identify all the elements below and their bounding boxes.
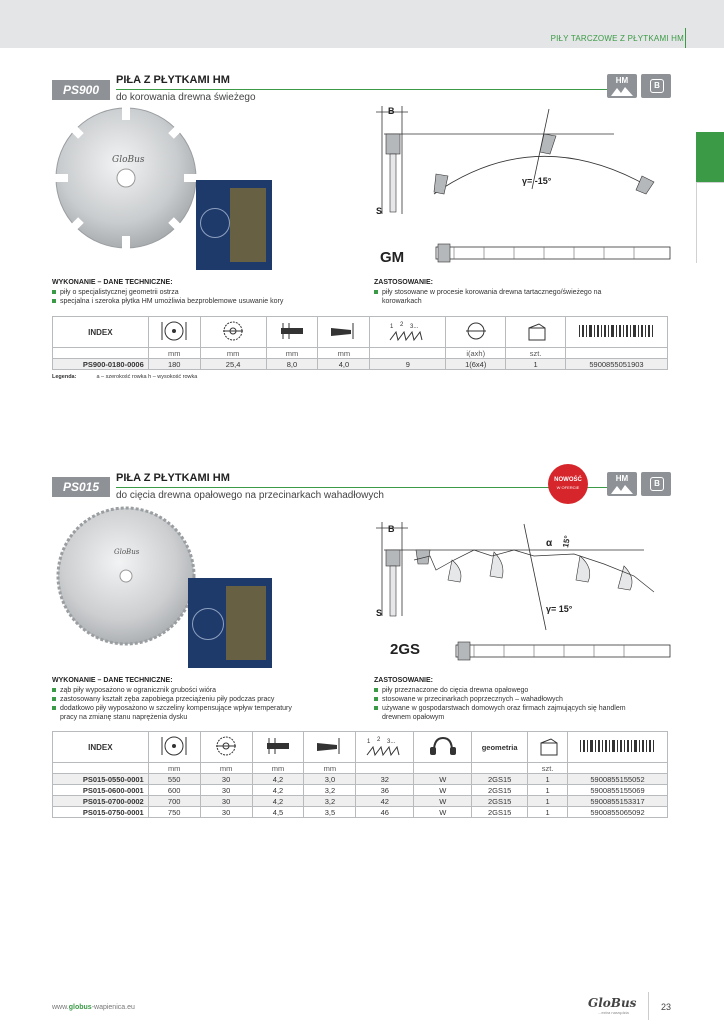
tech-item: zastosowany kształt zęba zapobiega przeciążeniu piły podczas pracy — [52, 695, 352, 704]
tech-heading: WYKONANIE – DANE TECHNICZNE: — [52, 677, 173, 684]
svg-text:1: 1 — [366, 739, 371, 745]
svg-text:γ= 15°: γ= 15° — [546, 604, 573, 614]
package-qty-icon — [506, 317, 566, 348]
svg-text:1: 1 — [389, 324, 394, 330]
kerf-width-icon — [266, 317, 318, 348]
svg-text:B: B — [388, 524, 395, 534]
table-row: PS900-0180-0006 180 25,4 8,0 4,0 9 1(6x4) 1 5900855051903 — [53, 359, 668, 370]
bore-icon — [200, 317, 266, 348]
table-row: PS015-0750-0001 750 30 4,5 3,5 46 W 2GS15 1 5900855065092 — [53, 807, 668, 818]
index-header: INDEX — [53, 317, 149, 348]
body-thickness-icon — [304, 732, 356, 763]
svg-text:γ= -15°: γ= -15° — [522, 176, 552, 186]
diameter-icon — [148, 317, 200, 348]
barcode-icon — [568, 732, 668, 763]
svg-text:GM: GM — [380, 249, 405, 266]
side-tab[interactable] — [696, 182, 724, 263]
barcode-icon — [566, 317, 668, 348]
footer-divider — [648, 992, 649, 1020]
product-title: PIŁA Z PŁYTKAMI HM — [116, 74, 230, 86]
svg-text:S: S — [376, 608, 383, 618]
teeth-count-icon — [370, 317, 446, 348]
svg-text:15°: 15° — [561, 534, 573, 549]
table-row: PS015-0550-0001 550 30 4,2 3,0 32 W 2GS15 1 5900855155052 — [53, 774, 668, 785]
package-qty-icon — [528, 732, 568, 763]
svg-text:3...: 3... — [409, 324, 419, 330]
svg-text:2: 2 — [399, 322, 404, 328]
top-bar — [0, 0, 724, 48]
svg-text:α: α — [546, 538, 553, 549]
use-list — [374, 686, 674, 722]
use-item: używane w gospodarstwach domowych oraz firmach zajmujących się handlem — [374, 704, 674, 713]
use-item: piły przeznaczone do cięcia drewna opałowego — [374, 686, 674, 695]
use-item: stosowane w przecinarkach poprzecznych – wahadłowych — [374, 695, 674, 704]
footer-url-link[interactable]: www.globus-wapienica.eu — [52, 1004, 135, 1011]
blade-logo: GloBus — [112, 155, 145, 165]
spec-table — [52, 731, 668, 818]
legend: Legenda: a – szerokość rowka h – wysokość rowka — [52, 374, 198, 380]
svg-text:B: B — [388, 106, 395, 116]
b-shape-icon: B — [641, 74, 671, 98]
product-subtitle: do cięcia drewna opałowego na przecinarkach wahadłowych — [116, 490, 384, 501]
spec-table — [52, 316, 668, 370]
section-title: PIŁY TARCZOWE Z PŁYTKAMI HM — [550, 34, 684, 43]
units-row: mm mm mm mm i(axh) szt. — [53, 348, 668, 359]
teeth-count-icon — [356, 732, 414, 763]
hm-insert-icon: HM — [607, 74, 637, 98]
tech-list — [52, 686, 352, 722]
page-number: 23 — [661, 1002, 672, 1012]
blade-geometry-diagram — [374, 104, 674, 274]
ear-protection-icon — [414, 732, 472, 763]
geometry-header: geometria — [472, 732, 528, 763]
side-tab-active[interactable] — [696, 132, 724, 182]
svg-text:S: S — [376, 206, 383, 216]
body-thickness-icon — [318, 317, 370, 348]
header-divider — [685, 28, 686, 48]
new-product-badge: NOWOŚĆ W OFERCIE — [548, 464, 588, 504]
product-code-badge: PS015 — [52, 477, 110, 497]
kerf-width-icon — [252, 732, 304, 763]
use-heading: ZASTOSOWANIE: — [374, 677, 433, 684]
table-row: PS015-0600-0001 600 30 4,2 3,2 36 W 2GS15 1 5900855155069 — [53, 785, 668, 796]
product-package-image — [188, 578, 272, 668]
tech-item: specjalna i szeroka płytka HM umożliwia bezproblemowe usuwanie kory — [52, 297, 352, 306]
product-package-image — [196, 180, 272, 270]
use-item-cont: drewnem opałowym — [382, 714, 445, 721]
table-row: PS015-0700-0002 700 30 4,2 3,2 42 W 2GS15 1 5900855153317 — [53, 796, 668, 807]
title-underline — [116, 89, 610, 90]
product-subtitle: do korowania drewna świeżego — [116, 92, 256, 103]
tech-item: ząb piły wyposażono w ogranicznik grubości wióra — [52, 686, 352, 695]
use-item: piły stosowane w procesie korowania drewna tartacznego/świeżego na — [374, 288, 664, 297]
product-code-badge: PS900 — [52, 80, 110, 100]
index-header: INDEX — [53, 732, 149, 763]
hm-insert-icon: HM — [607, 472, 637, 496]
product-title: PIŁA Z PŁYTKAMI HM — [116, 472, 230, 484]
b-shape-icon: B — [641, 472, 671, 496]
svg-text:3...: 3... — [386, 739, 396, 745]
groove-icon — [446, 317, 506, 348]
diameter-icon — [148, 732, 200, 763]
blade-logo: GloBus — [114, 548, 140, 556]
use-item-cont: korowarkach — [382, 298, 422, 305]
tech-heading: WYKONANIE – DANE TECHNICZNE: — [52, 279, 173, 286]
bore-icon — [200, 732, 252, 763]
svg-text:2: 2 — [376, 737, 381, 743]
blade-geometry-diagram — [374, 520, 674, 670]
footer-logo: GloBus ...extra narzędzia — [588, 996, 637, 1015]
tech-item: dodatkowo piły wyposażono w szczeliny kompensujące wpływ temperatury — [52, 704, 352, 713]
use-heading: ZASTOSOWANIE: — [374, 279, 433, 286]
tech-item: piły o specjalistycznej geometrii ostrza — [52, 288, 352, 297]
use-list — [374, 288, 664, 306]
saw-blade-image — [52, 104, 200, 252]
tech-list — [52, 288, 352, 306]
svg-text:2GS: 2GS — [390, 641, 421, 658]
title-underline — [116, 487, 610, 488]
units-row: mm mm mm mm szt. — [53, 763, 668, 774]
tech-item-cont: pracy na zmianę stanu naprężenia dysku — [60, 714, 188, 721]
saw-blade-image — [52, 502, 200, 650]
